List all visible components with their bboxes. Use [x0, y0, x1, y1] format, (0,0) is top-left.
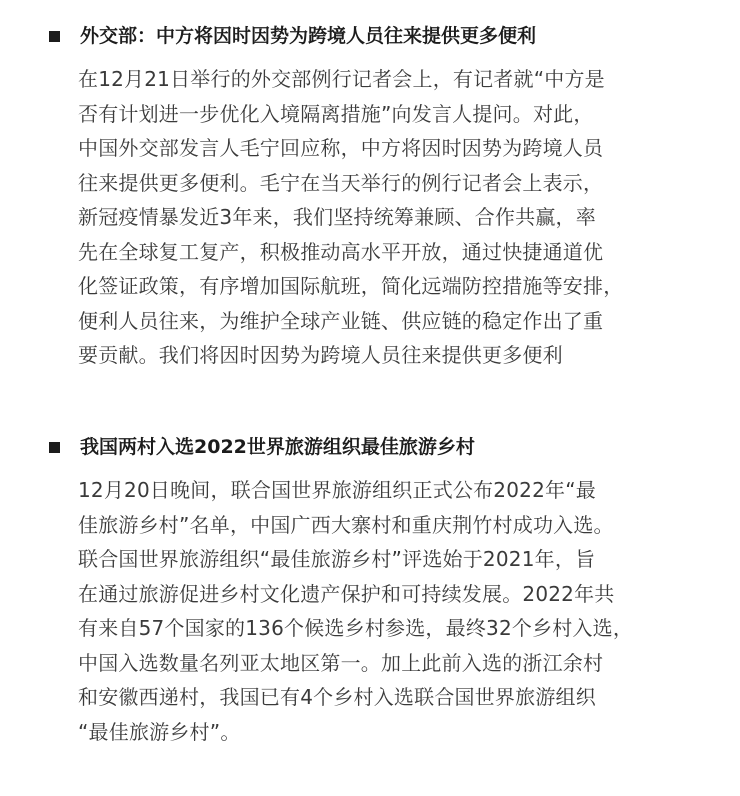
body-line: 12月20日晚间，联合国世界旅游组织正式公布2022年“最: [78, 478, 596, 502]
body-line: 联合国世界旅游组织“最佳旅游乡村”评选始于2021年，旨: [78, 547, 596, 571]
body-line: 化签证政策，有序增加国际航班，简化远端防控措施等安排，: [78, 274, 624, 298]
article-title: 我国两村入选2022世界旅游组织最佳旅游乡村: [80, 436, 475, 458]
news-article: [0, 428, 740, 749]
body-line: 往来提供更多便利。毛宁在当天举行的例行记者会上表示，: [78, 170, 604, 195]
body-line: 和安徽西递村，我国已有4个乡村入选联合国世界旅游组织: [78, 685, 596, 709]
article-title: 外交部：中方将因时因势为跨境人员往来提供更多便利: [80, 25, 537, 47]
body-line: 先在全球复工复产，积极推动高水平开放，通过快捷通道优: [78, 239, 604, 264]
body-line: 在通过旅游促进乡村文化遗产保护和可持续发展。2022年共: [78, 581, 615, 606]
body-line: 否有计划进一步优化入境隔离措施”向发言人提问。对此，: [78, 101, 594, 126]
article-body: [78, 62, 678, 373]
news-article: [0, 17, 740, 373]
square-bullet-icon: [49, 442, 60, 453]
body-line: “最佳旅游乡村”。: [78, 719, 241, 744]
article-heading: [0, 17, 740, 55]
square-bullet-icon: [49, 31, 60, 42]
body-line: 便利人员往来，为维护全球产业链、供应链的稳定作出了重: [78, 308, 604, 333]
body-line: 新冠疫情暴发近3年来，我们坚持统筹兼顾、合作共赢，率: [78, 205, 596, 229]
body-line: 中国入选数量名列亚太地区第一。加上此前入选的浙江余村: [78, 650, 604, 675]
body-line: 中国外交部发言人毛宁回应称，中方将因时因势为跨境人员: [78, 136, 604, 160]
article-heading: [0, 428, 740, 466]
body-line: 要贡献。我们将因时因势为跨境人员往来提供更多便利: [78, 343, 563, 367]
body-line: 佳旅游乡村”名单，中国广西大寨村和重庆荆竹村成功入选。: [78, 512, 614, 537]
article-body: [78, 473, 678, 749]
body-line: 在12月21日举行的外交部例行记者会上，有记者就“中方是: [78, 67, 605, 91]
body-line: 有来自57个国家的136个候选乡村参选，最终32个乡村入选，: [78, 616, 634, 640]
